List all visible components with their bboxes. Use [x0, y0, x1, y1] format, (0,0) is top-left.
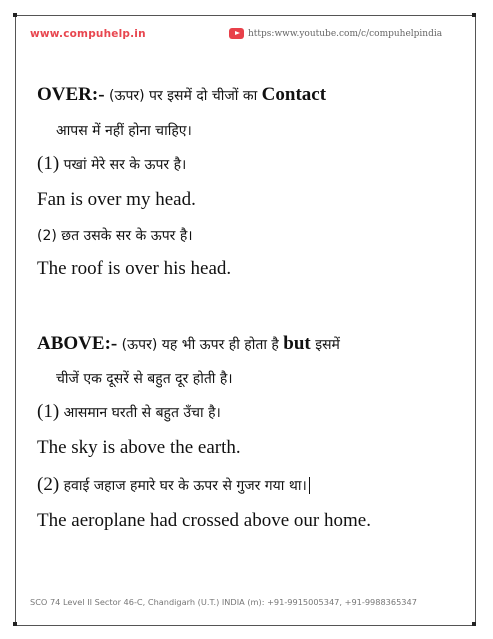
above-heading-hi: (ऊपर) यह भी ऊपर ही होता है: [117, 337, 284, 353]
over-heading-hi: (ऊपर) पर इसमें दो चीजों का: [104, 88, 262, 104]
over-heading-contact: Contact: [261, 84, 327, 105]
text-cursor: [309, 477, 310, 494]
over-example1-hindi: [37, 153, 186, 175]
above-example1-english: The sky is above the earth.: [37, 437, 241, 458]
above-heading-line2: चीजें एक दूसरें से बहुत दूर होती है।: [56, 371, 233, 387]
above-example2-english: The aeroplane had crossed above our home.: [37, 510, 371, 531]
corner-marker: [13, 622, 17, 626]
above-heading-hi2: इसमें: [310, 337, 340, 353]
above-example1-hi-text: आसमान घरती से बहुत उँचा है।: [59, 405, 221, 421]
over-heading-line2: आपस में नहीं होना चाहिए।: [56, 123, 192, 139]
youtube-url: https:www.youtube.com/c/compuhelpindia: [248, 28, 443, 39]
youtube-link[interactable]: [229, 28, 442, 39]
above-example2-hi-text: हवाई जहाज हमारे घर के ऊपर से गुजर गया था।: [59, 478, 307, 494]
brand-link[interactable]: www.compuhelp.in: [30, 28, 146, 40]
above-example1-hindi: [37, 401, 221, 423]
corner-marker: [472, 622, 476, 626]
over-example2-english: The roof is over his head.: [37, 258, 232, 279]
above-example1-number: (1): [37, 401, 60, 422]
above-heading-en: ABOVE:-: [37, 333, 118, 354]
document-page: [15, 15, 476, 626]
over-heading-en: OVER:-: [37, 84, 105, 105]
over-example1-english: Fan is over my head.: [37, 189, 196, 210]
footer-address: SCO 74 Level II Sector 46-C, Chandigarh (U.T.) INDIA (m): +91-9915005347, +91-9988365347: [30, 597, 417, 607]
over-example1-number: (1): [37, 153, 60, 174]
above-heading: [37, 333, 340, 355]
over-heading: [37, 84, 326, 106]
over-example1-hi-text: पखां मेरे सर के ऊपर है।: [59, 157, 187, 173]
corner-marker: [472, 13, 476, 17]
above-example2-number: (2): [37, 474, 60, 495]
above-example2-hindi: [37, 474, 310, 496]
youtube-icon: [229, 28, 244, 39]
over-example2-hindi: (2) छत उसके सर के ऊपर है।: [37, 228, 193, 244]
above-heading-but: but: [283, 333, 311, 354]
corner-marker: [13, 13, 17, 17]
